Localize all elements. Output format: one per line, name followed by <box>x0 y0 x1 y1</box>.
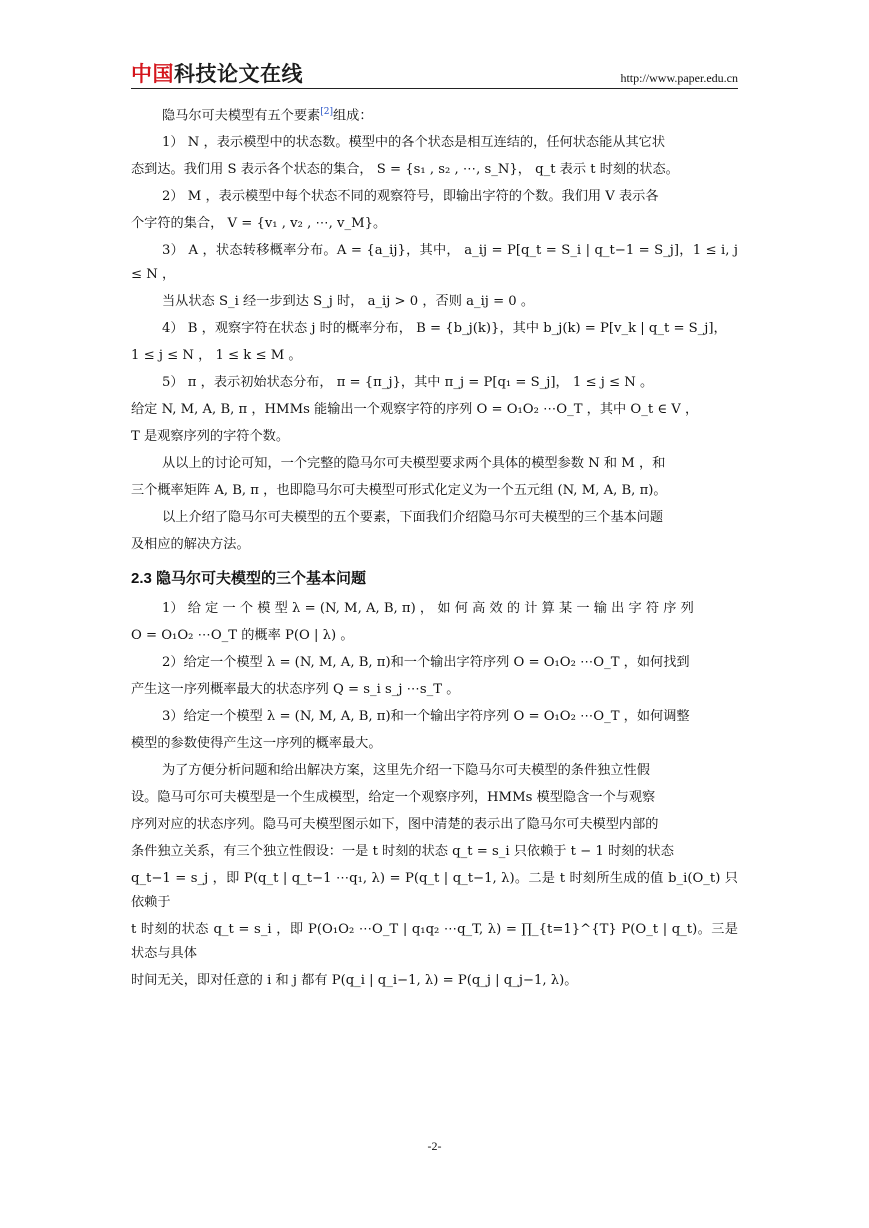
logo-text-red: 中国 <box>131 62 174 86</box>
independence-line-7: 时间无关，即对任意的 i 和 j 都有 P(q_i | q_i−1, λ) = P(q_j | q_j−1, λ)。 <box>131 973 578 989</box>
independence-line-2: 设。隐马可尔可夫模型是一个生成模型，给定一个观察序列，HMMs 模型隐含一个与观察 <box>131 790 656 806</box>
discussion-line-1: 从以上的讨论可知，一个完整的隐马尔可夫模型要求两个具体的模型参数 N 和 M ，和 <box>162 456 666 472</box>
header-rule <box>131 88 738 89</box>
summary-line-2: 及相应的解决方法。 <box>131 537 250 553</box>
intro-text: 隐马尔可夫模型有五个要素 <box>162 108 321 124</box>
element-3-line-2: 当从状态 S_i 经一步到达 S_j 时， a_ij > 0 ，否则 a_ij = 0 。 <box>162 294 535 310</box>
discussion-line-2: 三个概率矩阵 A, B, π ，也即隐马尔可夫模型可形式化定义为一个五元组 (N, M, A, B, π)。 <box>131 483 667 499</box>
given-line-2: T 是观察序列的字符个数。 <box>131 429 290 445</box>
independence-line-6: t 时刻的状态 q_t = s_i ，即 P(O₁O₂ ⋯O_T | q₁q₂ ⋯q_T, λ) = ∏_{t=1}^{T} P(O_t | q_t)。三是状态与具体 <box>131 922 738 962</box>
element-1-line-1: 1） N ，表示模型中的状态数。模型中的各个状态是相互连结的，任何状态能从其它状 <box>162 135 666 151</box>
intro-paragraph <box>131 100 738 128</box>
journal-logo <box>131 60 303 88</box>
header-url[interactable]: http://www.paper.edu.cn <box>620 71 738 85</box>
element-4-line-1: 4） B ，观察字符在状态 j 时的概率分布， B = {b_j(k)}，其中 b_j(k) = P[v_k | q_t = S_j]， <box>162 321 727 337</box>
page-number: -2- <box>427 1139 442 1153</box>
element-4-line-2: 1 ≤ j ≤ N ， 1 ≤ k ≤ M 。 <box>131 348 302 364</box>
independence-line-4: 条件独立关系，有三个独立性假设：一是 t 时刻的状态 q_t = s_i 只依赖于 t − 1 时刻的状态 <box>131 844 674 860</box>
element-2-line-2: 个字符的集合， V = {v₁ , v₂ , ⋯, v_M}。 <box>131 216 387 232</box>
problem-2-line-2: 产生这一序列概率最大的状态序列 Q = s_i s_j ⋯s_T 。 <box>131 682 460 698</box>
citation-ref[interactable]: [2] <box>320 107 333 117</box>
intro-text-end: 组成： <box>333 108 373 124</box>
summary-line-1: 以上介绍了隐马尔可夫模型的五个要素，下面我们介绍隐马尔可夫模型的三个基本问题 <box>162 510 664 526</box>
problem-3-line-2: 模型的参数使得产生这一序列的概率最大。 <box>131 736 382 752</box>
element-2-line-1: 2） M ，表示模型中每个状态不同的观察符号，即输出字符的个数。我们用 V 表示各 <box>162 189 659 205</box>
element-1-line-2: 态到达。我们用 S 表示各个状态的集合， S = {s₁ , s₂ , ⋯, s_N}， q_t 表示 t 时刻的状态。 <box>131 162 679 178</box>
element-3-line-1: 3） A ，状态转移概率分布。A = {a_ij}，其中， a_ij = P[q_t = S_i | q_t−1 = S_j]，1 ≤ i, j ≤ N ， <box>131 243 738 283</box>
independence-line-1: 为了方便分析问题和给出解决方案，这里先介绍一下隐马尔可夫模型的条件独立性假 <box>162 763 650 779</box>
paper-body <box>131 100 738 996</box>
problem-2-line-1: 2）给定一个模型 λ = (N, M, A, B, π)和一个输出字符序列 O = O₁O₂ ⋯O_T ，如何找到 <box>162 655 690 671</box>
page-header <box>131 60 738 88</box>
given-line-1: 给定 N, M, A, B, π ，HMMs 能输出一个观察字符的序列 O = O₁O₂ ⋯O_T ，其中 O_t ∈ V ， <box>131 402 699 418</box>
problem-1-line-2: O = O₁O₂ ⋯O_T 的概率 P(O | λ) 。 <box>131 628 354 644</box>
section-heading: 2.3 隐马尔可夫模型的三个基本问题 <box>131 570 367 588</box>
independence-line-3: 序列对应的状态序列。隐马可夫模型图示如下，图中清楚的表示出了隐马尔可夫模型内部的 <box>131 817 659 833</box>
problem-1-line-1: 1） 给 定 一 个 模 型 λ = (N, M, A, B, π) ， 如 何 高 效 的 计 算 某 一 输 出 字 符 序 列 <box>162 601 694 617</box>
element-5-line: 5） π ，表示初始状态分布， π = {π_j}，其中 π_j = P[q₁ = S_j]， 1 ≤ j ≤ N 。 <box>162 375 654 391</box>
logo-text-dark: 科技论文在线 <box>174 62 303 86</box>
independence-line-5: q_t−1 = s_j ，即 P(q_t | q_t−1 ⋯q₁, λ) = P(q_t | q_t−1, λ)。二是 t 时刻所生成的值 b_i(O_t) 只依赖于 <box>131 871 738 911</box>
problem-3-line-1: 3）给定一个模型 λ = (N, M, A, B, π)和一个输出字符序列 O = O₁O₂ ⋯O_T ，如何调整 <box>162 709 690 725</box>
